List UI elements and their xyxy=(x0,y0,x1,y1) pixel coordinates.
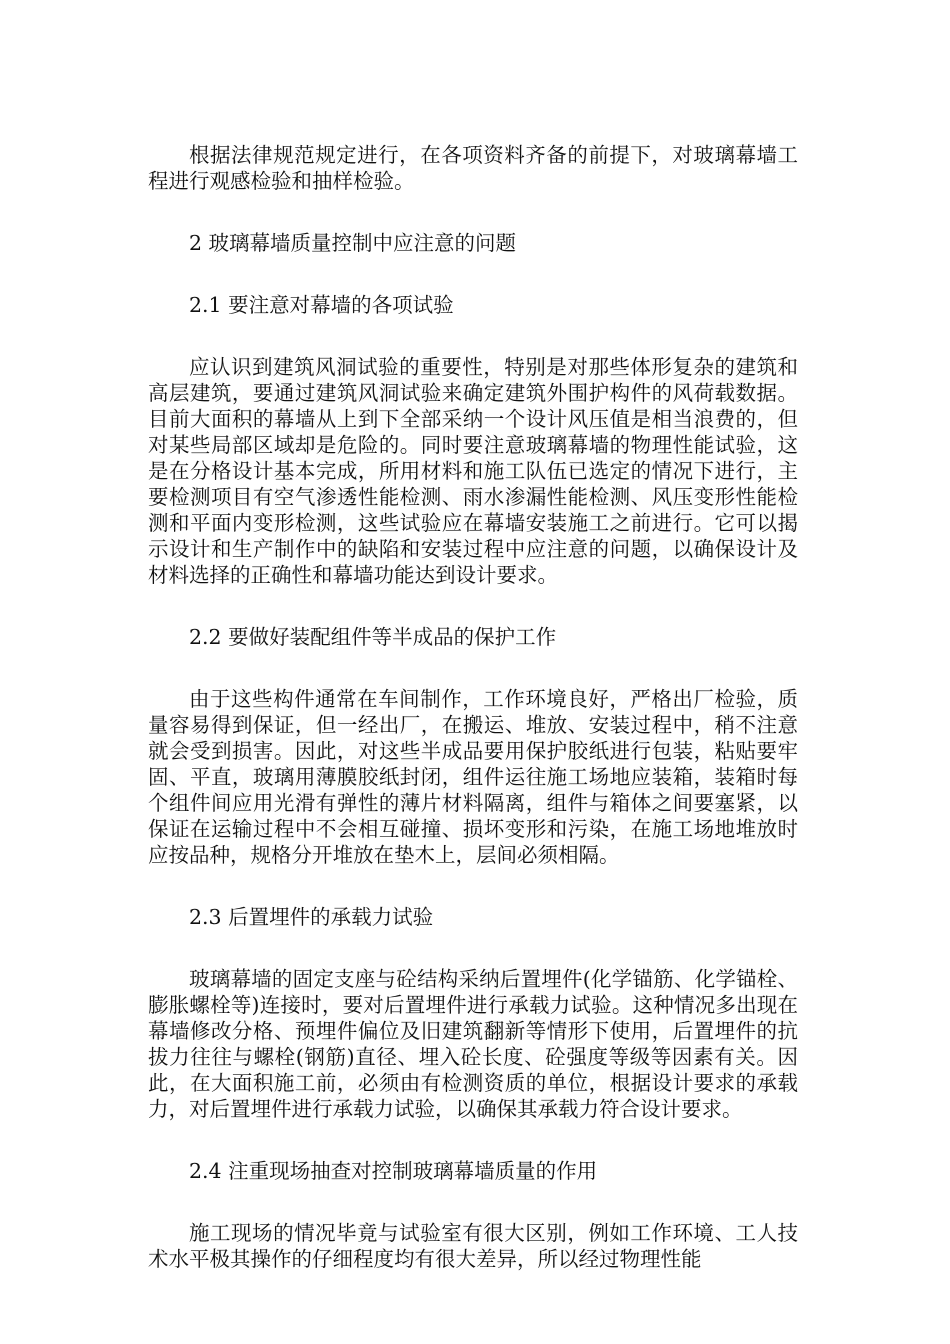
section-heading-2: 2 玻璃幕墙质量控制中应注意的问题 xyxy=(189,231,517,255)
paragraph-2-3: 玻璃幕墙的固定支座与砼结构采纳后置埋件(化学锚筋、化学锚栓、膨胀螺栓等)连接时，要对后置埋件进行承载力试验。这种情况多出现在幕墙修改分格、预埋件偏位及旧建筑翻新等情形下使用，后置埋件的抗拔力往往与螺栓(钢筋)直径、埋入砼长度、砼强度等级等因素有关。因此，在大面积施工前，必须由有检测资质的单位，根据设计要求的承载力，对后置埋件进行承载力试验，以确保其承载力符合设计要求。 xyxy=(148,967,798,1121)
section-heading-2-4: 2.4 注重现场抽查对控制玻璃幕墙质量的作用 xyxy=(189,1159,598,1183)
paragraph-2-4: 施工现场的情况毕竟与试验室有很大区别，例如工作环境、工人技术水平极其操作的仔细程度均有很大差异，所以经过物理性能 xyxy=(148,1221,798,1271)
section-heading-2-1: 2.1 要注意对幕墙的各项试验 xyxy=(189,293,454,317)
paragraph-2-2: 由于这些构件通常在车间制作，工作环境良好，严格出厂检验，质量容易得到保证，但一经出厂，在搬运、堆放、安装过程中，稍不注意就会受到损害。因此，对这些半成品要用保护胶纸进行包装，粘贴要牢固、平直，玻璃用薄膜胶纸封闭，组件运往施工场地应装箱，装箱时每个组件间应用光滑有弹性的薄片材料隔离，组件与箱体之间要塞紧，以保证在运输过程中不会相互碰撞、损坏变形和污染，在施工场地堆放时应按品种，规格分开堆放在垫木上，层间必须相隔。 xyxy=(148,687,798,867)
paragraph-intro: 根据法律规范规定进行，在各项资料齐备的前提下，对玻璃幕墙工程进行观感检验和抽样检验。 xyxy=(148,143,798,193)
paragraph-2-1: 应认识到建筑风洞试验的重要性，特别是对那些体形复杂的建筑和高层建筑，要通过建筑风洞试验来确定建筑外围护构件的风荷载数据。目前大面积的幕墙从上到下全部采纳一个设计风压值是相当浪费的，但对某些局部区域却是危险的。同时要注意玻璃幕墙的物理性能试验，这是在分格设计基本完成，所用材料和施工队伍已选定的情况下进行，主要检测项目有空气渗透性能检测、雨水渗漏性能检测、风压变形性能检测和平面内变形检测，这些试验应在幕墙安装施工之前进行。它可以揭示设计和生产制作中的缺陷和安装过程中应注意的问题，以确保设计及材料选择的正确性和幕墙功能达到设计要求。 xyxy=(148,355,798,587)
document-page xyxy=(148,142,798,1272)
section-heading-2-2: 2.2 要做好装配组件等半成品的保护工作 xyxy=(189,625,557,649)
section-heading-2-3: 2.3 后置埋件的承载力试验 xyxy=(189,905,434,929)
